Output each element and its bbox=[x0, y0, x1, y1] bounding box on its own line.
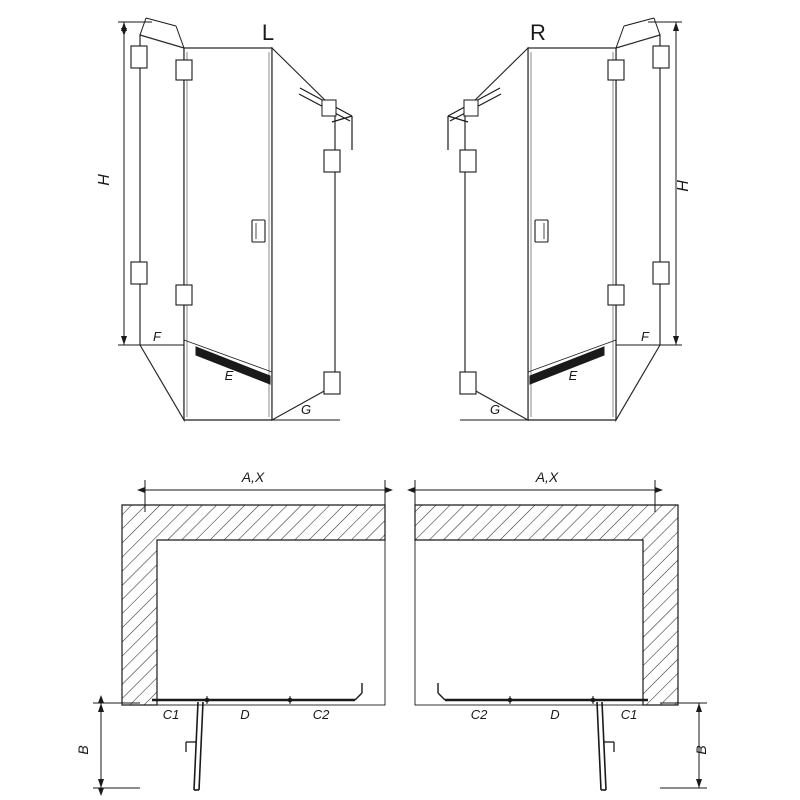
label-D-right: D bbox=[550, 707, 560, 722]
hinge-top-right bbox=[653, 46, 669, 68]
label-AX-left: A,X bbox=[241, 469, 265, 485]
label-F-right: F bbox=[641, 329, 649, 344]
bracket-right-right bbox=[460, 150, 476, 172]
label-E-right: E bbox=[568, 368, 578, 383]
elevation-view-right bbox=[448, 18, 682, 420]
label-height-left: H bbox=[96, 174, 113, 186]
label-E-left: E bbox=[224, 368, 234, 383]
plan-glass-line-left bbox=[152, 683, 362, 704]
elevation-view-left bbox=[96, 18, 352, 420]
door-handle-left bbox=[252, 220, 265, 242]
hinge-bottom-door-left bbox=[176, 285, 192, 305]
label-C2-right: C2 bbox=[470, 707, 488, 722]
label-G-left: G bbox=[300, 402, 312, 417]
label-G-right: G bbox=[489, 402, 501, 417]
label-B-right: B bbox=[693, 745, 709, 755]
dimension-B-left bbox=[75, 703, 140, 788]
label-C1-right: C1 bbox=[620, 707, 638, 722]
hinge-bottom-left bbox=[131, 262, 147, 284]
plan-view-left bbox=[75, 469, 385, 790]
label-B-left: B bbox=[75, 745, 91, 755]
label-C2-left: C2 bbox=[312, 707, 330, 722]
wall-hatch-right bbox=[415, 505, 678, 705]
label-D-left: D bbox=[240, 707, 250, 722]
bracket-right-left bbox=[324, 150, 340, 172]
hinge-top-door-right bbox=[608, 60, 624, 80]
enclosure-area-left bbox=[157, 540, 385, 705]
enclosure-area-right bbox=[415, 540, 643, 705]
plan-view-right bbox=[415, 469, 709, 790]
title-right-version: R bbox=[530, 20, 546, 45]
glass-panel-F-right bbox=[616, 35, 660, 420]
hinge-bottom-door-right bbox=[608, 285, 624, 305]
door-swing-left bbox=[186, 702, 203, 790]
hinge-top-left bbox=[131, 46, 147, 68]
bracket-bottom-right-left bbox=[324, 372, 340, 394]
label-C1-left: C1 bbox=[162, 707, 180, 722]
label-AX-right: A,X bbox=[535, 469, 559, 485]
label-height-right: H bbox=[675, 180, 692, 192]
glass-panel-F-left bbox=[140, 35, 184, 420]
door-handle-right bbox=[535, 220, 548, 242]
hinge-bottom-right bbox=[653, 262, 669, 284]
label-F-left: F bbox=[153, 329, 161, 344]
door-swing-right bbox=[597, 702, 614, 790]
plan-glass-line-right bbox=[438, 683, 648, 704]
bracket-bottom-right-right bbox=[460, 372, 476, 394]
wall-hatch-left bbox=[122, 505, 385, 705]
title-left-version: L bbox=[261, 20, 275, 45]
hinge-top-door-left bbox=[176, 60, 192, 80]
